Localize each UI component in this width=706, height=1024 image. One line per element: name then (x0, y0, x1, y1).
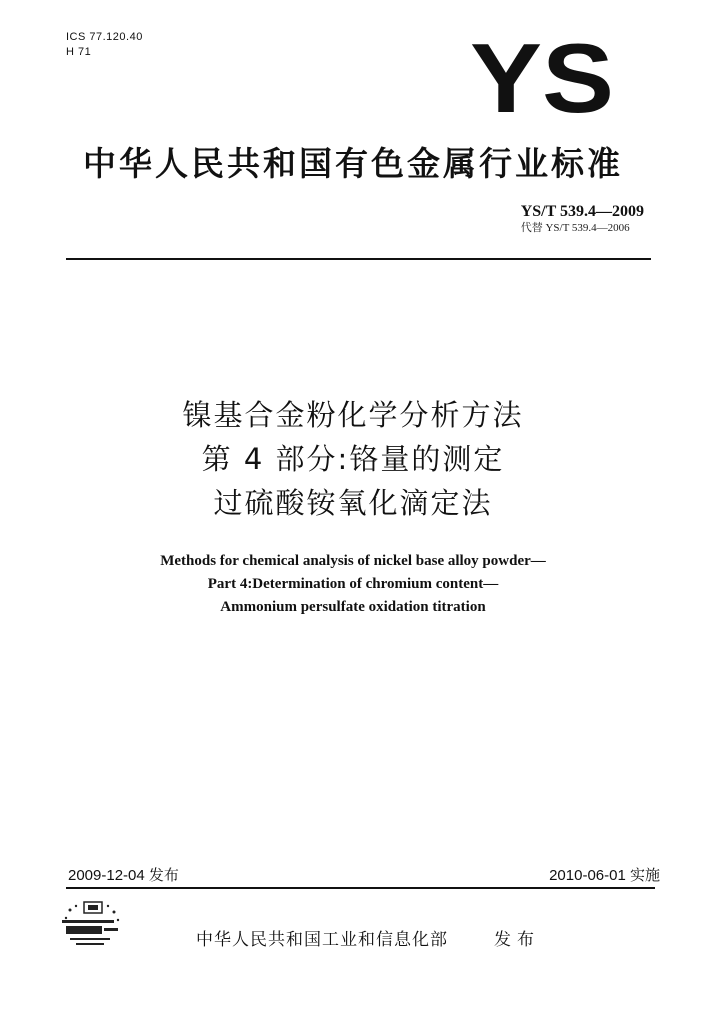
standard-code: YS/T 539.4—2009 (520, 203, 644, 220)
chinese-title-line: 过硫酸铵氧化滴定法 (213, 486, 493, 520)
implementation-date: 2010-06-01 实施 (549, 867, 660, 884)
chinese-title (0, 393, 706, 525)
standard-code-block (521, 202, 644, 235)
standard-category-title: 中华人民共和国有色金属行业标准 (83, 144, 623, 183)
chinese-title-line: 第 4 部分:铬量的测定 (201, 442, 505, 476)
english-title-line: Ammonium persulfate oxidation titration (220, 599, 486, 615)
publisher-stamp-icon (56, 896, 128, 950)
top-divider (66, 258, 651, 260)
publish-label: 发布 (494, 930, 540, 950)
chinese-title-line: 镍基合金粉化学分析方法 (182, 398, 524, 432)
english-title-line: Methods for chemical analysis of nickel base alloy powder— (160, 553, 546, 569)
english-title-line: Part 4:Determination of chromium content— (207, 576, 499, 592)
classification-codes (66, 30, 143, 60)
logo-text: YS (470, 36, 614, 118)
replaces-code: 代替 YS/T 539.4—2006 (520, 222, 630, 234)
bottom-divider (66, 887, 655, 889)
ys-logo (468, 36, 616, 118)
issue-date: 2009-12-04 发布 (68, 867, 179, 884)
issuing-authority: 中华人民共和国工业和信息化部 (196, 930, 448, 950)
english-title (0, 550, 706, 619)
ics-code: ICS 77.120.40 (66, 31, 143, 43)
category-code: H 71 (66, 46, 92, 58)
